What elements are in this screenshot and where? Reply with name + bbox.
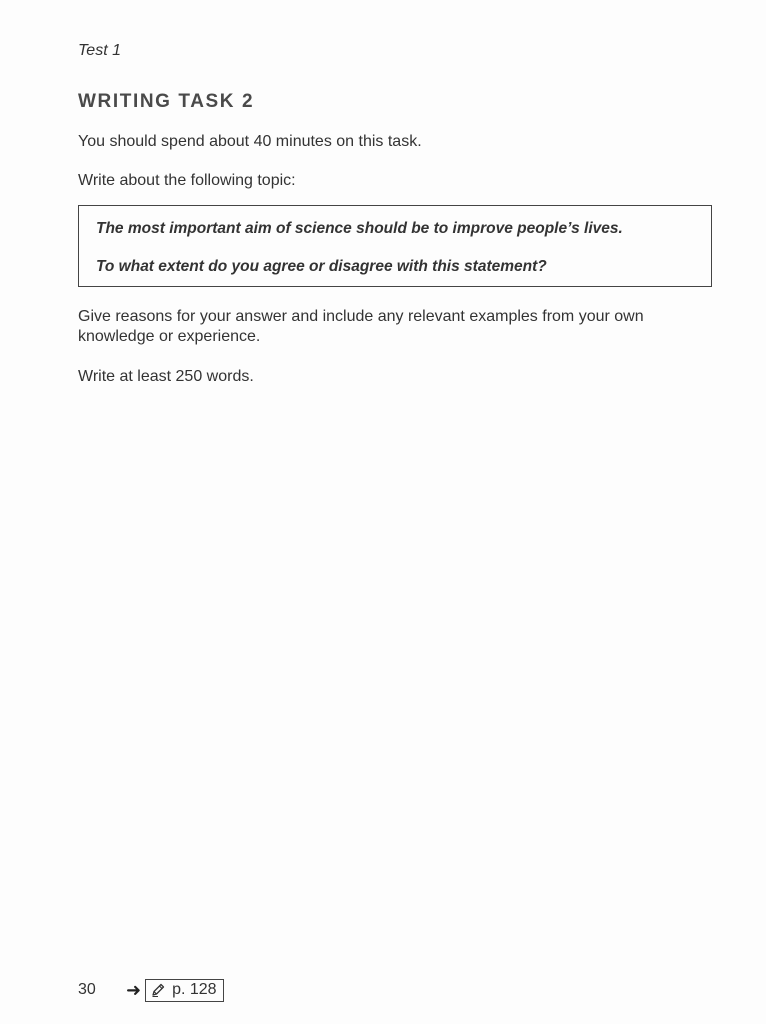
prompt-box bbox=[78, 205, 712, 287]
page-reference[interactable] bbox=[145, 979, 223, 1002]
page-footer bbox=[78, 978, 224, 1002]
prompt-question: To what extent do you agree or disagree with this statement? bbox=[96, 258, 547, 275]
page-reference-label: p. 128 bbox=[172, 981, 217, 998]
prompt-statement: The most important aim of science should be to improve people’s lives. bbox=[96, 220, 623, 237]
task-heading: WRITING TASK 2 bbox=[78, 91, 255, 112]
page-number: 30 bbox=[78, 981, 96, 998]
topic-intro: Write about the following topic: bbox=[78, 172, 296, 189]
time-instruction: You should spend about 40 minutes on this task. bbox=[78, 133, 422, 150]
reasons-instruction: Give reasons for your answer and include any relevant examples from your own knowledge or experience. bbox=[78, 308, 644, 345]
pencil-icon bbox=[150, 982, 166, 998]
right-arrow-icon: ➜ bbox=[126, 979, 142, 1000]
word-count-instruction: Write at least 250 words. bbox=[78, 368, 254, 385]
running-head: Test 1 bbox=[78, 42, 121, 59]
